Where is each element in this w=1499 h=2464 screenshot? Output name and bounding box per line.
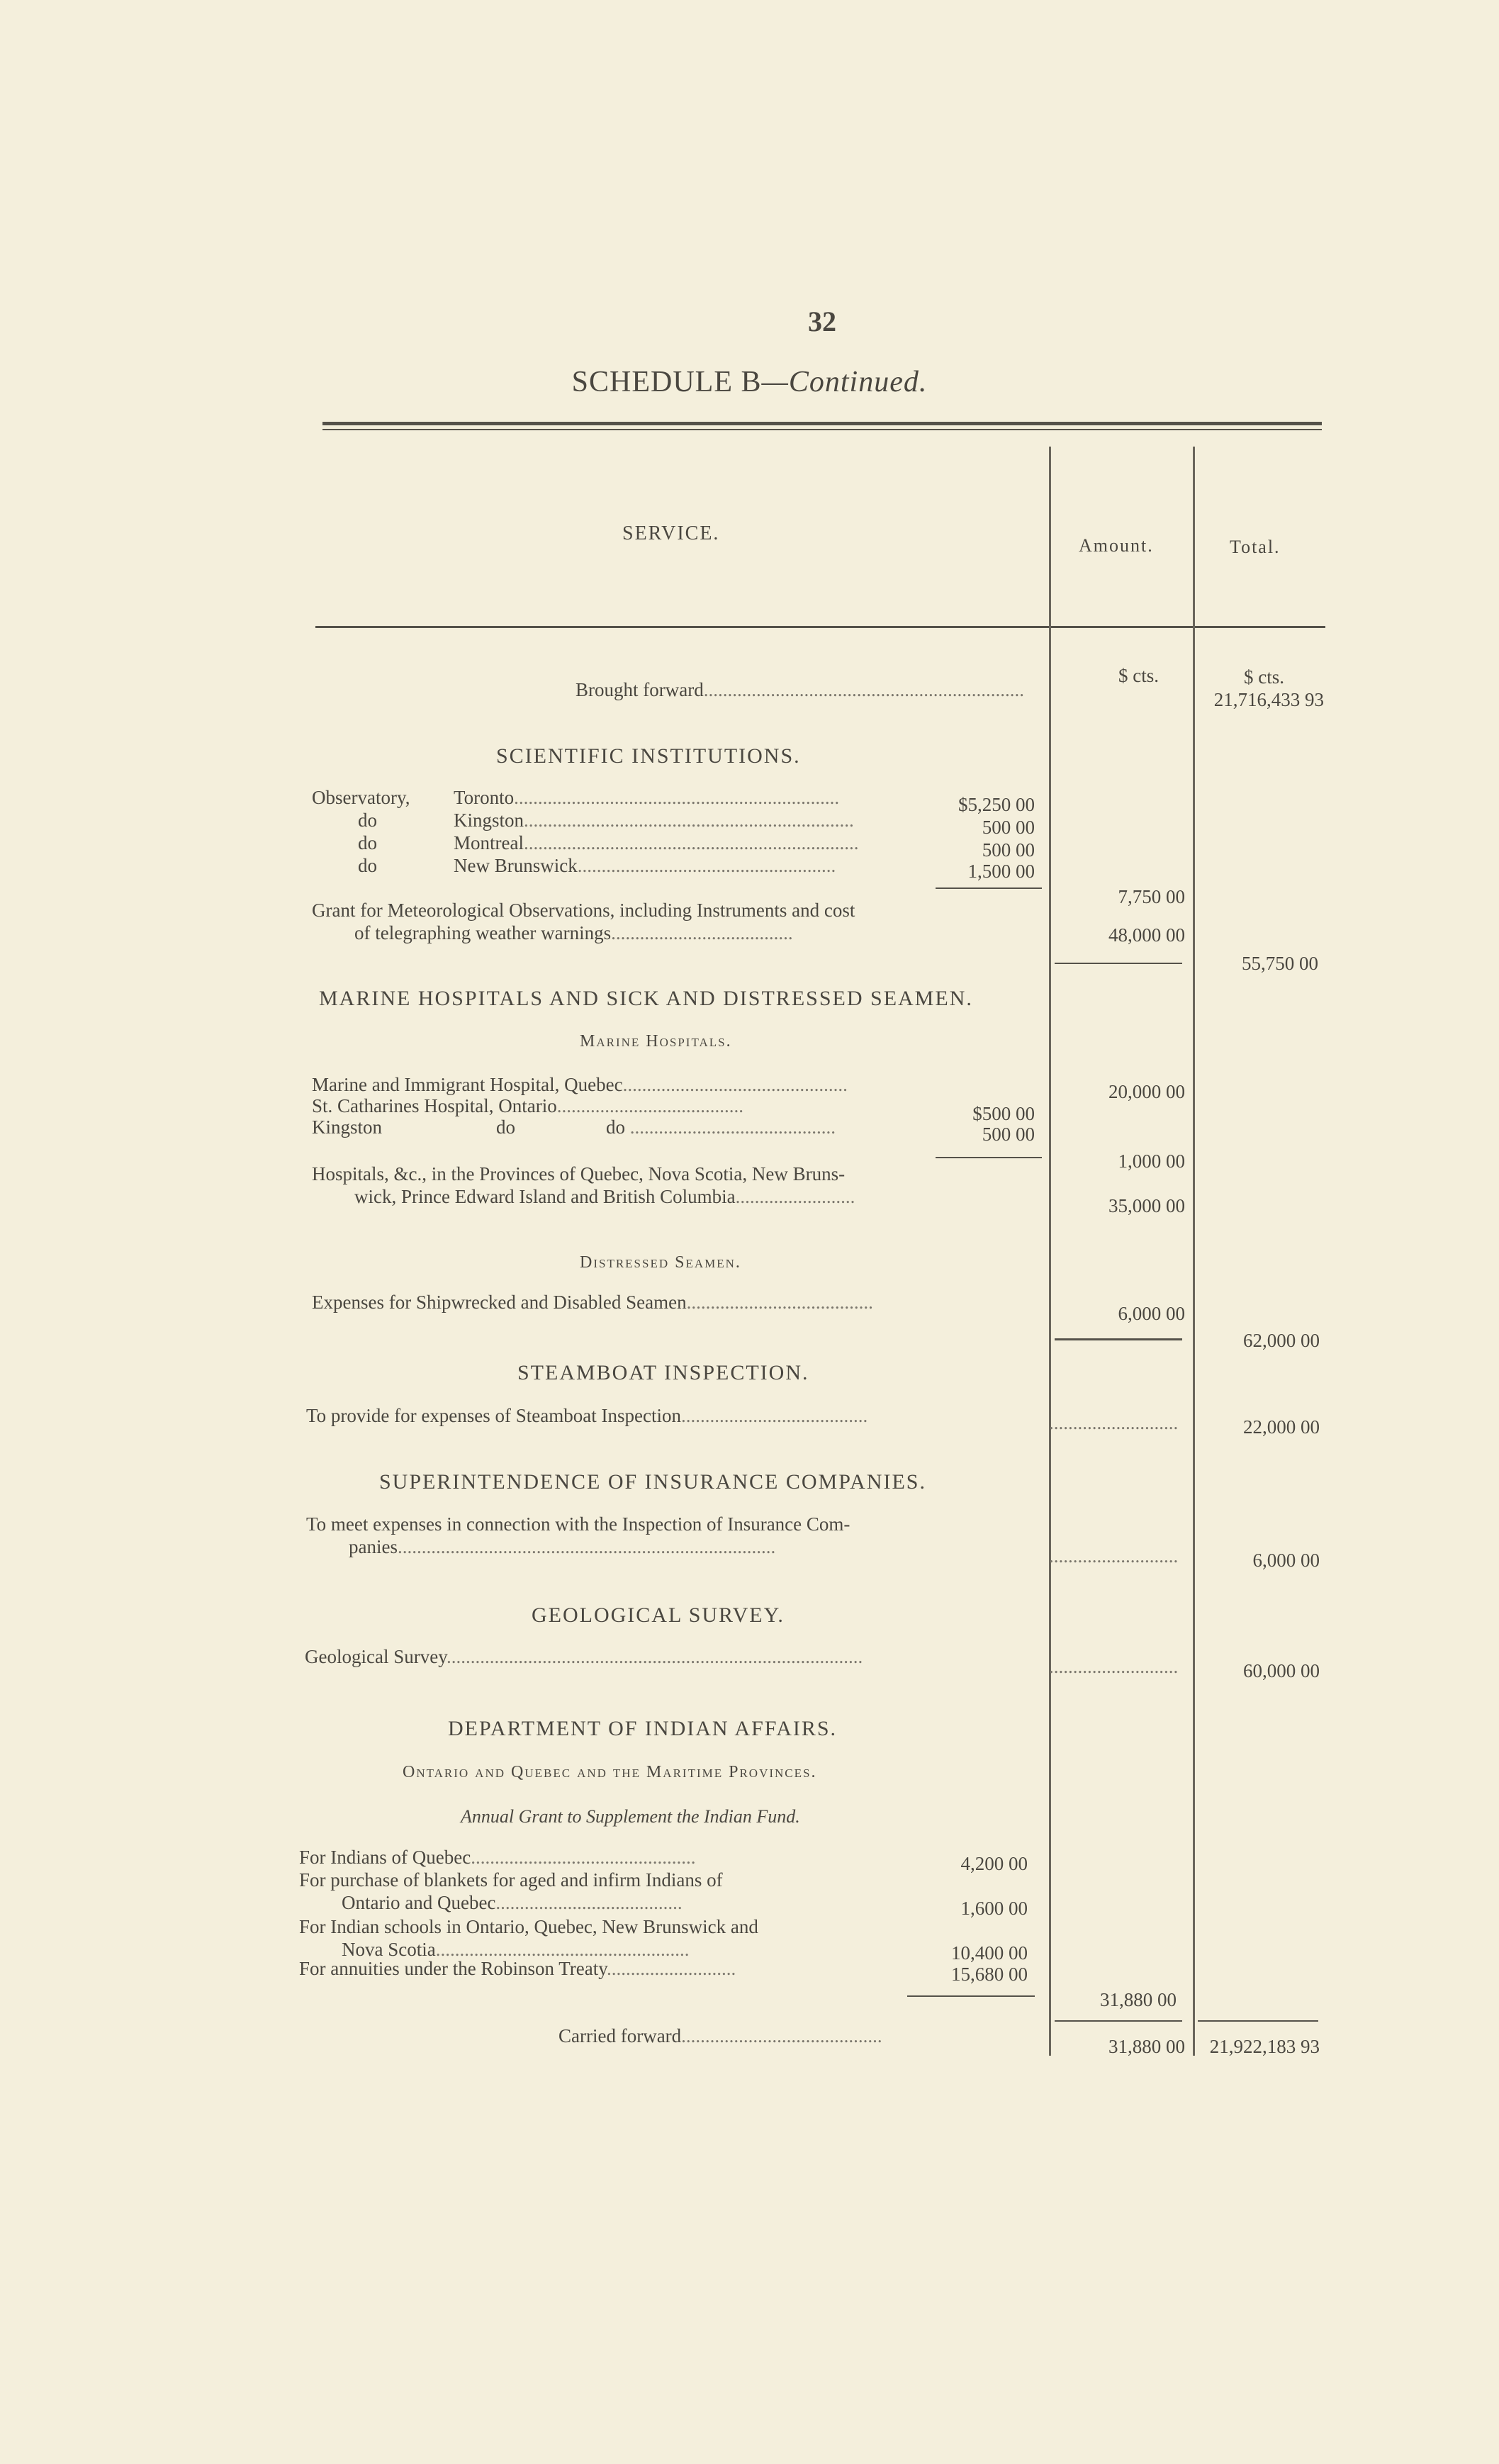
indian-item-value: 4,200 00 — [960, 1853, 1028, 1874]
scientific-item-name: New Brunswick...................................................... — [454, 855, 836, 876]
scientific-item-value: 500 00 — [982, 839, 1035, 861]
steamboat-heading: STEAMBOAT INSPECTION. — [517, 1361, 809, 1384]
scientific-total-rule — [1055, 963, 1182, 964]
steamboat-total: 22,000 00 — [1243, 1416, 1320, 1438]
shipwrecked-seamen-label: Expenses for Shipwrecked and Disabled Seamen....................................... — [312, 1292, 873, 1313]
total-currency-label: $ cts. — [1244, 666, 1284, 688]
scientific-heading: SCIENTIFIC INSTITUTIONS. — [496, 744, 801, 768]
scientific-item-value: $5,250 00 — [958, 794, 1035, 815]
kingston-do-2: do ........................................... — [606, 1116, 836, 1138]
stcatharines-hospital-value: $500 00 — [972, 1103, 1035, 1124]
carried-forward-total: 21,922,183 93 — [1209, 2036, 1320, 2057]
amount-currency-label: $ cts. — [1118, 665, 1159, 686]
geological-label: Geological Survey....................................................................................... — [305, 1646, 863, 1667]
indian-item-value: 15,680 00 — [951, 1964, 1028, 1985]
indian-subtotal-rule — [907, 1995, 1035, 1997]
marine-total-rule — [1055, 1338, 1182, 1340]
marine-total: 62,000 00 — [1243, 1330, 1320, 1351]
indian-item: For Indians of Quebec............................................... — [299, 1847, 696, 1868]
top-rule — [322, 422, 1322, 425]
kingston-hospital-label: Kingston — [312, 1116, 383, 1138]
carried-total-rule — [1198, 2020, 1318, 2022]
hospital-subtotal-rule — [936, 1157, 1042, 1158]
indian-heading: DEPARTMENT OF INDIAN AFFAIRS. — [448, 1717, 838, 1740]
scientific-item-value: 500 00 — [982, 817, 1035, 838]
indian-item: For purchase of blankets for aged and infirm Indians of Ontario and Quebec....................................... — [299, 1869, 723, 1913]
distressed-seamen-subheading: Distressed Seamen. — [580, 1253, 741, 1272]
carried-forward-label: Carried forward.......................................... — [558, 2025, 882, 2046]
indian-subheading: Ontario and Quebec and the Maritime Provinces. — [403, 1763, 817, 1781]
scientific-total: 55,750 00 — [1242, 953, 1318, 974]
scientific-item-name: Toronto.................................................................... — [454, 787, 840, 808]
amount-column-rule — [1049, 447, 1051, 2056]
quebec-hospital-label: Marine and Immigrant Hospital, Quebec............................................... — [312, 1074, 848, 1095]
shipwrecked-seamen-amount: 6,000 00 — [1118, 1303, 1185, 1324]
carried-amount-rule — [1055, 2020, 1182, 2022]
provinces-hospitals-amount: 35,000 00 — [1108, 1195, 1185, 1216]
scientific-subtotal: 7,750 00 — [1118, 886, 1185, 907]
insurance-label: To meet expenses in connection with the Inspection of Insurance Com- panies............................................................................... — [306, 1513, 850, 1557]
steamboat-label: To provide for expenses of Steamboat Inspection....................................... — [306, 1405, 868, 1426]
scientific-item-place: do — [358, 855, 377, 876]
brought-forward-total: 21,716,433 93 — [1213, 689, 1324, 710]
header-service: SERVICE. — [622, 522, 720, 544]
indian-item-value: 1,600 00 — [960, 1898, 1028, 1919]
geological-total: 60,000 00 — [1243, 1660, 1320, 1681]
indian-italic-heading: Annual Grant to Supplement the Indian Fund. — [461, 1806, 800, 1827]
geological-heading: GEOLOGICAL SURVEY. — [532, 1603, 785, 1627]
header-rule — [315, 626, 1325, 628]
title-main: SCHEDULE B — [571, 366, 762, 398]
marine-heading: MARINE HOSPITALS AND SICK AND DISTRESSED SEAMEN. — [319, 987, 973, 1010]
scientific-subtotal-rule — [936, 887, 1042, 889]
meteorological-grant-label: Grant for Meteorological Observations, including Instruments and cost of telegraphing weather warnings...................................... — [312, 900, 855, 943]
meteorological-grant-amount: 48,000 00 — [1108, 924, 1185, 946]
provinces-hospitals-label: Hospitals, &c., in the Provinces of Quebec, Nova Scotia, New Bruns- wick, Prince Edward Island and British Columbia......................... — [312, 1163, 855, 1207]
quebec-hospital-amount: 20,000 00 — [1108, 1081, 1185, 1102]
insurance-heading: SUPERINTENDENCE OF INSURANCE COMPANIES. — [379, 1470, 926, 1494]
indian-subtotal: 31,880 00 — [1100, 1989, 1177, 2010]
page-title — [0, 365, 1499, 399]
scientific-item-place: Observatory, — [312, 787, 410, 808]
title-suffix: —Continued. — [761, 366, 928, 398]
top-rule-thin — [322, 429, 1322, 430]
scientific-item-value: 1,500 00 — [967, 861, 1035, 882]
indian-item: For Indian schools in Ontario, Quebec, New Brunswick and Nova Scotia..................................................... — [299, 1916, 758, 1960]
steamboat-dot-leader: ........................... — [1049, 1412, 1179, 1433]
hospital-subtotal: 1,000 00 — [1118, 1150, 1185, 1172]
indian-item-value: 10,400 00 — [951, 1942, 1028, 1964]
kingston-do-1: do — [496, 1116, 515, 1138]
scientific-item-name: Kingston..................................................................... — [454, 810, 854, 831]
stcatharines-hospital-label: St. Catharines Hospital, Ontario....................................... — [312, 1095, 743, 1116]
insurance-dot-leader: ........................... — [1049, 1545, 1179, 1567]
header-total: Total. — [1230, 537, 1281, 557]
kingston-hospital-value: 500 00 — [982, 1124, 1035, 1145]
marine-hospitals-subheading: Marine Hospitals. — [580, 1032, 732, 1051]
brought-forward-label: Brought forward................................................................... — [576, 679, 1024, 700]
header-amount: Amount. — [1079, 535, 1154, 556]
page-number: 32 — [808, 306, 836, 337]
scientific-item-place: do — [358, 832, 377, 853]
geological-dot-leader: ........................... — [1049, 1656, 1179, 1677]
scientific-item-place: do — [358, 810, 377, 831]
indian-item: For annuities under the Robinson Treaty........................... — [299, 1958, 736, 1979]
insurance-total: 6,000 00 — [1252, 1550, 1320, 1571]
carried-forward-amount: 31,880 00 — [1108, 2036, 1185, 2057]
scientific-item-name: Montreal...................................................................... — [454, 832, 859, 853]
total-column-rule — [1193, 447, 1195, 2056]
